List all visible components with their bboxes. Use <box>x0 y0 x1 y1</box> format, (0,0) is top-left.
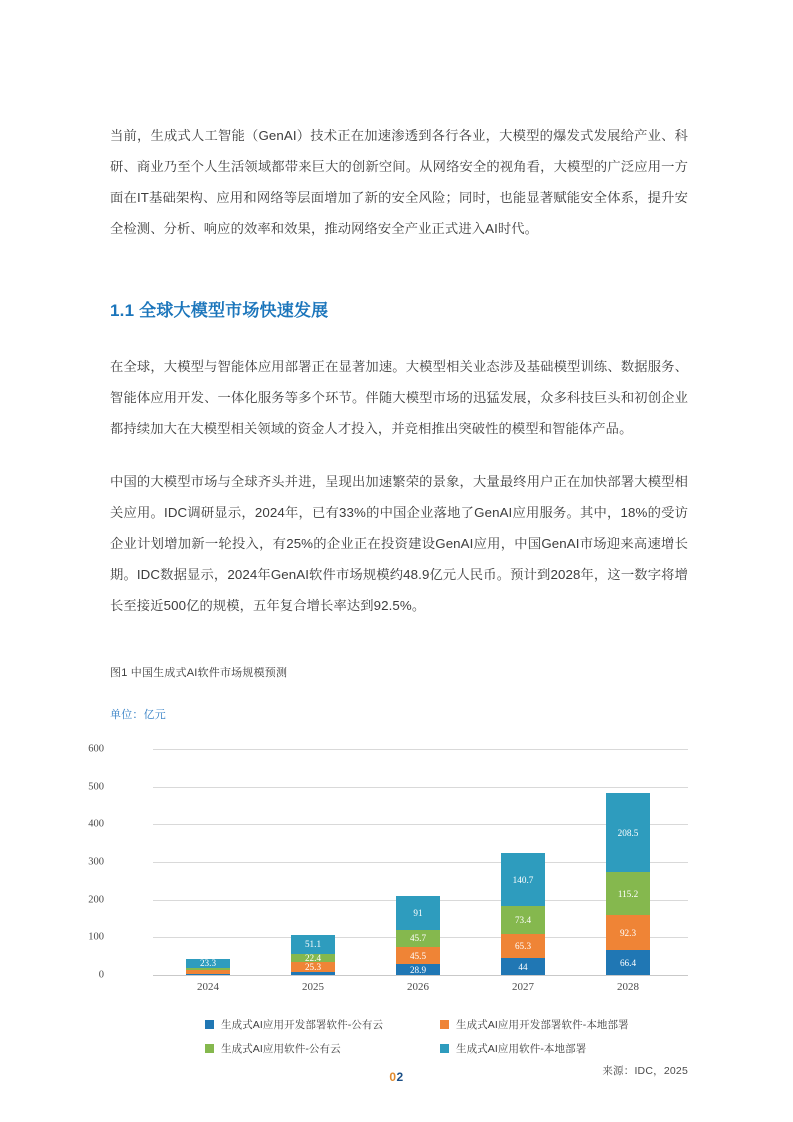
section-paragraph-1: 在全球，大模型与智能体应用部署正在显著加速。大模型相关业态涉及基础模型训练、数据服务、智能体应用开发、一体化服务等多个环节。伴随大模型市场的迅猛发展，众多科技巨头和初创企业都持续加大在大模型相关领域的资金人才投入，并竞相推出突破性的模型和智能体产品。 <box>110 359 688 436</box>
bar-segment <box>186 974 230 975</box>
intro-paragraph: 当前，生成式人工智能（GenAI）技术正在加速渗透到各行各业，大模型的爆发式发展给产业、科研、商业乃至个人生活领域都带来巨大的创新空间。从网络安全的视角看，大模型的广泛应用一方面在IT基础架构、应用和网络等层面增加了新的安全风险；同时，也能显著赋能安全体系，提升安全检测、分析、响应的效率和效果，推动网络安全产业正式进入AI时代。 <box>110 128 688 236</box>
chart-plot-area <box>88 743 688 993</box>
bar-segment: 23.3 <box>186 959 230 968</box>
legend-swatch-icon <box>440 1044 449 1053</box>
legend-swatch-icon <box>205 1044 214 1053</box>
bar-segment: 44 <box>501 958 545 975</box>
chart-legend <box>110 1017 688 1063</box>
legend-item[interactable] <box>440 1017 629 1032</box>
y-axis-tick-label: 100 <box>88 931 104 943</box>
y-axis-tick-label: 600 <box>88 743 104 755</box>
page-number-prefix: 0 <box>389 1070 397 1084</box>
chart-axis-line <box>153 975 688 976</box>
x-axis-tick-label: 2024 <box>197 981 219 993</box>
y-axis-tick-label: 0 <box>98 969 104 981</box>
chart-gridline <box>153 749 688 750</box>
page-number <box>0 1070 793 1084</box>
bar-segment: 22.4 <box>291 954 335 962</box>
legend-label: 生成式AI应用开发部署软件-公有云 <box>221 1019 384 1031</box>
page-content <box>88 0 688 1078</box>
page-number-value: 2 <box>396 1070 404 1084</box>
bar-segment: 208.5 <box>606 793 650 872</box>
figure-unit-label: 单位：亿元 <box>110 709 166 721</box>
bar-group-2026 <box>396 896 440 993</box>
bar-group-2027 <box>501 853 545 993</box>
figure-source: 来源：IDC，2025 <box>602 1065 688 1077</box>
market-size-bar-chart <box>88 741 688 1003</box>
bar-segment: 115.2 <box>606 872 650 915</box>
x-axis-tick-label: 2027 <box>512 981 534 993</box>
bar-segment: 25.3 <box>291 962 335 972</box>
bar-segment <box>291 972 335 975</box>
legend-item[interactable] <box>205 1017 383 1032</box>
section-paragraph-2: 中国的大模型市场与全球齐头并进，呈现出加速繁荣的景象，大量最终用户正在加快部署大模型相关应用。IDC调研显示，2024年，已有33%的中国企业落地了GenAI应用服务。其中，18%的受访企业计划增加新一轮投入，有25%的企业正在投资建设GenAI应用，中国GenAI市场迎来高速增长期。IDC数据显示，2024年GenAI软件市场规模约48.9亿元人民币。预计到2028年，这一数字将增长至接近500亿的规模，五年复合增长率达到92.5%。 <box>110 474 688 613</box>
legend-label: 生成式AI应用软件-本地部署 <box>456 1043 587 1055</box>
legend-item[interactable] <box>440 1041 586 1056</box>
y-axis-tick-label: 400 <box>88 818 104 830</box>
bar-segment: 73.4 <box>501 906 545 934</box>
x-axis-tick-label: 2026 <box>407 981 429 993</box>
legend-swatch-icon <box>440 1020 449 1029</box>
bar-segment: 140.7 <box>501 853 545 906</box>
bar-segment: 65.3 <box>501 934 545 959</box>
chart-gridline <box>153 787 688 788</box>
y-axis-tick-label: 500 <box>88 781 104 793</box>
bar-segment: 28.9 <box>396 964 440 975</box>
x-axis-tick-label: 2028 <box>617 981 639 993</box>
bar-segment: 45.5 <box>396 947 440 964</box>
bar-segment: 45.7 <box>396 930 440 947</box>
legend-swatch-icon <box>205 1020 214 1029</box>
legend-label: 生成式AI应用软件-公有云 <box>221 1043 341 1055</box>
legend-label: 生成式AI应用开发部署软件-本地部署 <box>456 1019 629 1031</box>
bar-segment: 92.3 <box>606 915 650 950</box>
bar-segment: 91 <box>396 896 440 930</box>
bar-segment: 66.4 <box>606 950 650 975</box>
section-heading: 1.1 全球大模型市场快速发展 <box>110 301 329 320</box>
bar-group-2025 <box>291 935 335 993</box>
legend-item[interactable] <box>205 1041 341 1056</box>
figure-caption: 图1 中国生成式AI软件市场规模预测 <box>110 667 288 679</box>
bar-group-2024 <box>186 958 230 993</box>
y-axis-tick-label: 300 <box>88 856 104 868</box>
bar-group-2028 <box>606 793 650 993</box>
bar-segment: 51.1 <box>291 935 335 954</box>
y-axis-tick-label: 200 <box>88 894 104 906</box>
x-axis-tick-label: 2025 <box>302 981 324 993</box>
